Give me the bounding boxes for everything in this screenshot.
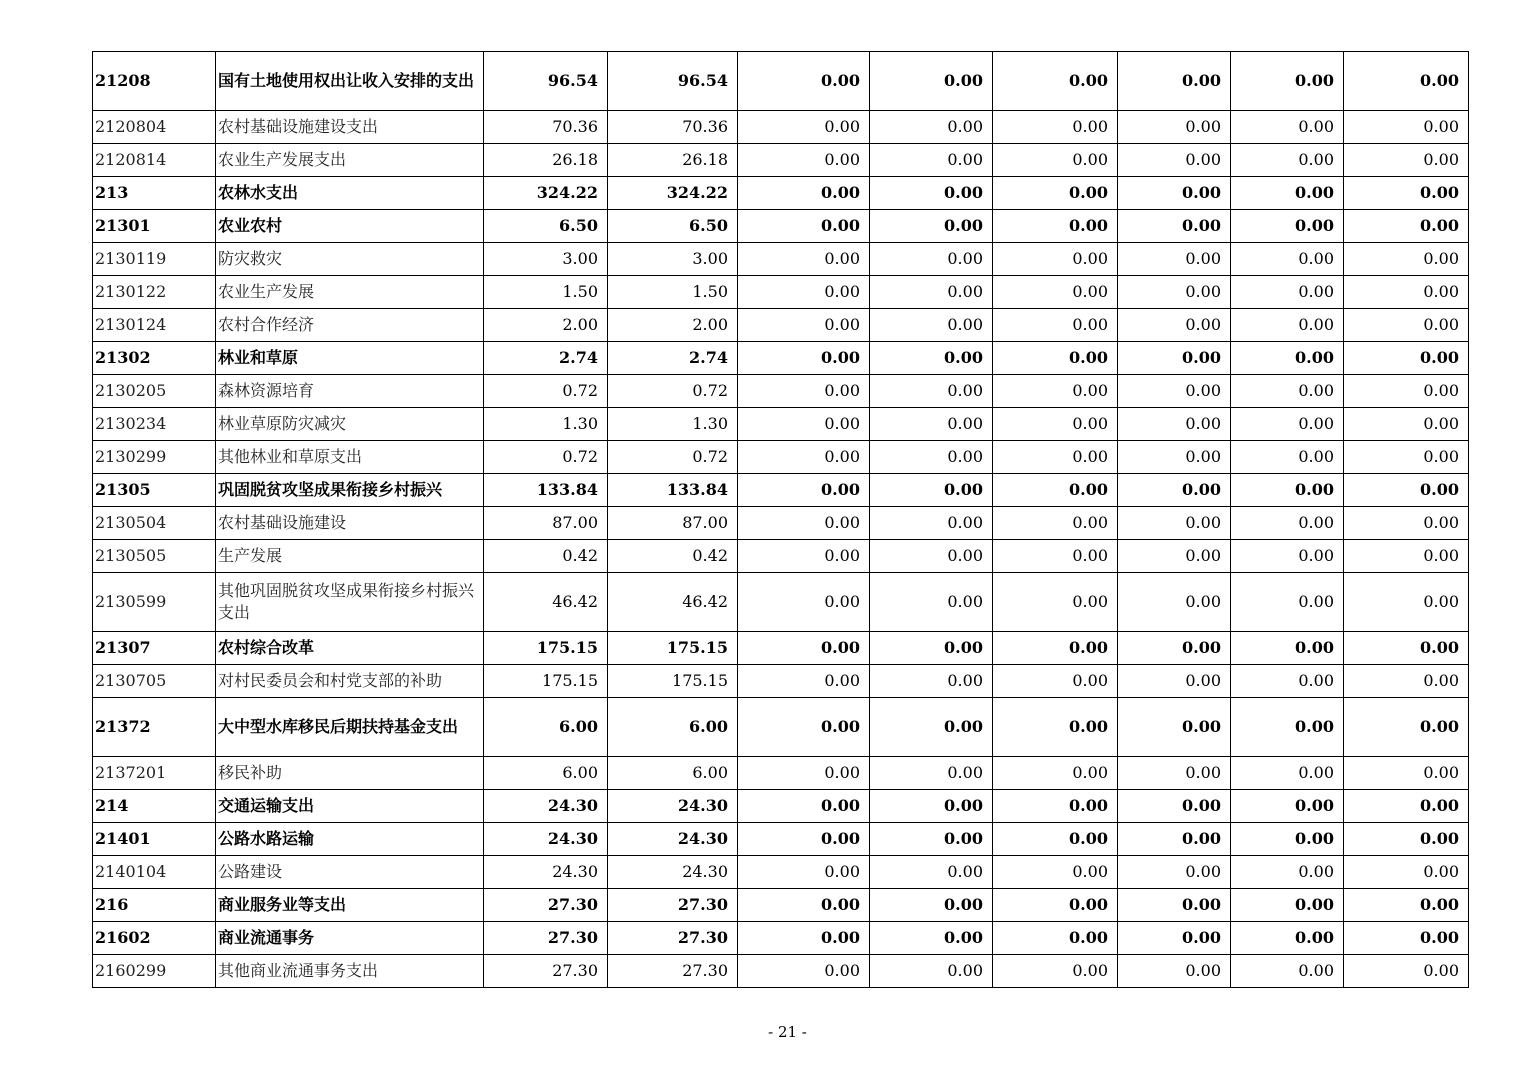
amount-cell: 0.00 xyxy=(870,342,993,375)
amount-cell: 0.00 xyxy=(1344,309,1469,342)
amount-cell: 0.00 xyxy=(1118,342,1231,375)
amount-cell: 0.00 xyxy=(1344,889,1469,922)
amount-cell: 0.00 xyxy=(1344,573,1469,632)
amount-cell: 24.30 xyxy=(484,856,608,889)
table-row xyxy=(93,955,1469,988)
table-row xyxy=(93,243,1469,276)
amount-cell: 0.72 xyxy=(484,375,608,408)
amount-cell: 133.84 xyxy=(484,474,608,507)
subject-name-cell: 其他林业和草原支出 xyxy=(216,441,484,474)
table-row xyxy=(93,540,1469,573)
subject-name-cell: 其他巩固脱贫攻坚成果衔接乡村振兴支出 xyxy=(216,573,484,632)
amount-cell: 0.00 xyxy=(1231,889,1344,922)
amount-cell: 0.00 xyxy=(1118,665,1231,698)
amount-cell: 2.00 xyxy=(608,309,738,342)
table-row xyxy=(93,474,1469,507)
amount-cell: 0.00 xyxy=(870,632,993,665)
amount-cell: 0.42 xyxy=(484,540,608,573)
subject-name-cell: 农村基础设施建设 xyxy=(216,507,484,540)
amount-cell: 0.00 xyxy=(870,144,993,177)
amount-cell: 0.00 xyxy=(1231,632,1344,665)
amount-cell: 0.00 xyxy=(993,889,1118,922)
table-row xyxy=(93,632,1469,665)
amount-cell: 24.30 xyxy=(608,856,738,889)
amount-cell: 70.36 xyxy=(608,111,738,144)
subject-code-cell: 21372 xyxy=(93,698,216,757)
subject-name-cell: 其他商业流通事务支出 xyxy=(216,955,484,988)
amount-cell: 0.00 xyxy=(993,474,1118,507)
amount-cell: 0.00 xyxy=(993,665,1118,698)
amount-cell: 0.00 xyxy=(993,144,1118,177)
amount-cell: 0.00 xyxy=(1118,632,1231,665)
subject-code-cell: 21602 xyxy=(93,922,216,955)
amount-cell: 0.00 xyxy=(870,540,993,573)
amount-cell: 87.00 xyxy=(484,507,608,540)
amount-cell: 0.00 xyxy=(738,573,870,632)
amount-cell: 0.00 xyxy=(1231,507,1344,540)
amount-cell: 0.00 xyxy=(870,309,993,342)
amount-cell: 0.00 xyxy=(738,309,870,342)
subject-name-cell: 林业和草原 xyxy=(216,342,484,375)
subject-code-cell: 2137201 xyxy=(93,757,216,790)
amount-cell: 0.00 xyxy=(993,823,1118,856)
amount-cell: 0.00 xyxy=(1344,144,1469,177)
amount-cell: 0.00 xyxy=(993,52,1118,111)
amount-cell: 0.00 xyxy=(1118,474,1231,507)
amount-cell: 0.00 xyxy=(1118,210,1231,243)
amount-cell: 24.30 xyxy=(608,823,738,856)
amount-cell: 0.42 xyxy=(608,540,738,573)
amount-cell: 0.00 xyxy=(993,632,1118,665)
amount-cell: 0.00 xyxy=(1231,856,1344,889)
amount-cell: 0.00 xyxy=(738,632,870,665)
amount-cell: 0.00 xyxy=(1118,955,1231,988)
table-row xyxy=(93,698,1469,757)
amount-cell: 0.00 xyxy=(738,889,870,922)
amount-cell: 0.00 xyxy=(1231,665,1344,698)
subject-code-cell: 2130234 xyxy=(93,408,216,441)
amount-cell: 0.00 xyxy=(1344,375,1469,408)
subject-code-cell: 2130599 xyxy=(93,573,216,632)
amount-cell: 87.00 xyxy=(608,507,738,540)
amount-cell: 0.00 xyxy=(738,243,870,276)
amount-cell: 0.00 xyxy=(1231,144,1344,177)
amount-cell: 0.00 xyxy=(1344,52,1469,111)
amount-cell: 0.00 xyxy=(870,177,993,210)
amount-cell: 0.00 xyxy=(1344,856,1469,889)
subject-code-cell: 216 xyxy=(93,889,216,922)
amount-cell: 0.00 xyxy=(738,408,870,441)
amount-cell: 0.00 xyxy=(993,540,1118,573)
subject-name-cell: 农业农村 xyxy=(216,210,484,243)
amount-cell: 6.00 xyxy=(608,757,738,790)
amount-cell: 0.00 xyxy=(738,922,870,955)
subject-code-cell: 2130122 xyxy=(93,276,216,309)
amount-cell: 0.00 xyxy=(1231,955,1344,988)
amount-cell: 6.50 xyxy=(608,210,738,243)
amount-cell: 0.00 xyxy=(1118,790,1231,823)
table-body xyxy=(93,52,1469,988)
amount-cell: 0.00 xyxy=(1118,177,1231,210)
amount-cell: 0.00 xyxy=(738,856,870,889)
budget-table xyxy=(92,51,1469,988)
amount-cell: 0.00 xyxy=(993,507,1118,540)
subject-name-cell: 商业流通事务 xyxy=(216,922,484,955)
amount-cell: 0.00 xyxy=(993,698,1118,757)
amount-cell: 0.00 xyxy=(738,955,870,988)
amount-cell: 0.00 xyxy=(738,474,870,507)
amount-cell: 27.30 xyxy=(484,955,608,988)
amount-cell: 0.00 xyxy=(738,507,870,540)
subject-code-cell: 21208 xyxy=(93,52,216,111)
amount-cell: 0.00 xyxy=(738,790,870,823)
subject-code-cell: 21307 xyxy=(93,632,216,665)
table-row xyxy=(93,276,1469,309)
subject-code-cell: 2140104 xyxy=(93,856,216,889)
table-row xyxy=(93,507,1469,540)
amount-cell: 324.22 xyxy=(484,177,608,210)
amount-cell: 0.00 xyxy=(870,441,993,474)
amount-cell: 0.00 xyxy=(870,276,993,309)
amount-cell: 0.00 xyxy=(870,573,993,632)
amount-cell: 0.00 xyxy=(1118,408,1231,441)
amount-cell: 0.00 xyxy=(1344,210,1469,243)
amount-cell: 96.54 xyxy=(608,52,738,111)
amount-cell: 0.00 xyxy=(870,474,993,507)
amount-cell: 0.00 xyxy=(1118,507,1231,540)
subject-code-cell: 214 xyxy=(93,790,216,823)
subject-name-cell: 农村综合改革 xyxy=(216,632,484,665)
amount-cell: 0.00 xyxy=(993,309,1118,342)
subject-code-cell: 2120804 xyxy=(93,111,216,144)
amount-cell: 24.30 xyxy=(484,823,608,856)
amount-cell: 175.15 xyxy=(608,632,738,665)
amount-cell: 0.72 xyxy=(608,441,738,474)
amount-cell: 0.00 xyxy=(1344,507,1469,540)
amount-cell: 0.00 xyxy=(1118,823,1231,856)
amount-cell: 27.30 xyxy=(484,889,608,922)
subject-code-cell: 2130299 xyxy=(93,441,216,474)
amount-cell: 0.00 xyxy=(1118,757,1231,790)
amount-cell: 0.00 xyxy=(993,955,1118,988)
amount-cell: 0.00 xyxy=(993,243,1118,276)
subject-code-cell: 2130504 xyxy=(93,507,216,540)
subject-name-cell: 巩固脱贫攻坚成果衔接乡村振兴 xyxy=(216,474,484,507)
subject-name-cell: 农业生产发展 xyxy=(216,276,484,309)
subject-name-cell: 农村基础设施建设支出 xyxy=(216,111,484,144)
subject-code-cell: 2130124 xyxy=(93,309,216,342)
subject-code-cell: 2130705 xyxy=(93,665,216,698)
amount-cell: 1.30 xyxy=(608,408,738,441)
amount-cell: 0.00 xyxy=(993,573,1118,632)
amount-cell: 2.74 xyxy=(484,342,608,375)
subject-name-cell: 森林资源培育 xyxy=(216,375,484,408)
amount-cell: 175.15 xyxy=(484,632,608,665)
amount-cell: 96.54 xyxy=(484,52,608,111)
amount-cell: 24.30 xyxy=(608,790,738,823)
subject-name-cell: 林业草原防灾减灾 xyxy=(216,408,484,441)
subject-name-cell: 农村合作经济 xyxy=(216,309,484,342)
amount-cell: 0.00 xyxy=(1344,342,1469,375)
amount-cell: 6.00 xyxy=(484,698,608,757)
amount-cell: 0.00 xyxy=(1231,309,1344,342)
amount-cell: 0.00 xyxy=(1344,823,1469,856)
table-row xyxy=(93,210,1469,243)
amount-cell: 0.00 xyxy=(993,922,1118,955)
table-row xyxy=(93,408,1469,441)
subject-name-cell: 移民补助 xyxy=(216,757,484,790)
amount-cell: 1.50 xyxy=(608,276,738,309)
table-row xyxy=(93,573,1469,632)
subject-name-cell: 生产发展 xyxy=(216,540,484,573)
subject-name-cell: 国有土地使用权出让收入安排的支出 xyxy=(216,52,484,111)
amount-cell: 0.72 xyxy=(484,441,608,474)
amount-cell: 0.00 xyxy=(1344,790,1469,823)
amount-cell: 0.00 xyxy=(993,441,1118,474)
subject-name-cell: 农林水支出 xyxy=(216,177,484,210)
table-row xyxy=(93,757,1469,790)
subject-name-cell: 防灾救灾 xyxy=(216,243,484,276)
subject-code-cell: 2130505 xyxy=(93,540,216,573)
subject-code-cell: 213 xyxy=(93,177,216,210)
amount-cell: 0.00 xyxy=(1231,823,1344,856)
amount-cell: 0.00 xyxy=(1231,573,1344,632)
amount-cell: 0.00 xyxy=(738,144,870,177)
subject-name-cell: 交通运输支出 xyxy=(216,790,484,823)
amount-cell: 0.00 xyxy=(738,210,870,243)
subject-code-cell: 2160299 xyxy=(93,955,216,988)
amount-cell: 1.30 xyxy=(484,408,608,441)
amount-cell: 0.00 xyxy=(870,665,993,698)
subject-code-cell: 2120814 xyxy=(93,144,216,177)
amount-cell: 0.00 xyxy=(993,408,1118,441)
subject-name-cell: 大中型水库移民后期扶持基金支出 xyxy=(216,698,484,757)
table-row xyxy=(93,309,1469,342)
amount-cell: 0.00 xyxy=(1118,276,1231,309)
amount-cell: 0.00 xyxy=(1231,474,1344,507)
amount-cell: 0.00 xyxy=(870,889,993,922)
amount-cell: 0.00 xyxy=(1344,408,1469,441)
amount-cell: 0.00 xyxy=(738,177,870,210)
amount-cell: 0.00 xyxy=(1231,276,1344,309)
table-row xyxy=(93,144,1469,177)
amount-cell: 6.00 xyxy=(484,757,608,790)
subject-code-cell: 2130205 xyxy=(93,375,216,408)
amount-cell: 0.00 xyxy=(993,177,1118,210)
amount-cell: 0.00 xyxy=(738,52,870,111)
subject-code-cell: 21305 xyxy=(93,474,216,507)
subject-name-cell: 对村民委员会和村党支部的补助 xyxy=(216,665,484,698)
amount-cell: 0.00 xyxy=(1344,276,1469,309)
amount-cell: 0.00 xyxy=(738,540,870,573)
amount-cell: 2.00 xyxy=(484,309,608,342)
amount-cell: 0.00 xyxy=(738,375,870,408)
amount-cell: 0.00 xyxy=(738,276,870,309)
table-row xyxy=(93,856,1469,889)
amount-cell: 0.00 xyxy=(1344,243,1469,276)
amount-cell: 0.00 xyxy=(1118,375,1231,408)
amount-cell: 0.00 xyxy=(1118,309,1231,342)
amount-cell: 0.00 xyxy=(1231,177,1344,210)
amount-cell: 0.00 xyxy=(1118,52,1231,111)
amount-cell: 175.15 xyxy=(608,665,738,698)
subject-name-cell: 公路建设 xyxy=(216,856,484,889)
amount-cell: 0.00 xyxy=(870,375,993,408)
amount-cell: 0.00 xyxy=(1231,540,1344,573)
amount-cell: 0.00 xyxy=(738,823,870,856)
table-row xyxy=(93,889,1469,922)
table-row xyxy=(93,342,1469,375)
amount-cell: 24.30 xyxy=(484,790,608,823)
amount-cell: 0.00 xyxy=(1344,665,1469,698)
page-number: - 21 - xyxy=(768,1023,807,1041)
table-row xyxy=(93,665,1469,698)
amount-cell: 0.00 xyxy=(1118,243,1231,276)
table-row xyxy=(93,111,1469,144)
amount-cell: 0.00 xyxy=(1118,698,1231,757)
amount-cell: 0.00 xyxy=(1344,922,1469,955)
amount-cell: 1.50 xyxy=(484,276,608,309)
amount-cell: 0.00 xyxy=(1344,955,1469,988)
amount-cell: 0.00 xyxy=(993,342,1118,375)
subject-name-cell: 农业生产发展支出 xyxy=(216,144,484,177)
amount-cell: 0.00 xyxy=(1231,408,1344,441)
amount-cell: 0.00 xyxy=(1344,111,1469,144)
amount-cell: 0.00 xyxy=(1231,790,1344,823)
amount-cell: 0.00 xyxy=(1118,441,1231,474)
table-row xyxy=(93,441,1469,474)
amount-cell: 0.00 xyxy=(870,210,993,243)
amount-cell: 0.00 xyxy=(870,823,993,856)
amount-cell: 46.42 xyxy=(608,573,738,632)
amount-cell: 0.00 xyxy=(870,856,993,889)
amount-cell: 0.00 xyxy=(1118,889,1231,922)
amount-cell: 0.00 xyxy=(1118,856,1231,889)
amount-cell: 6.00 xyxy=(608,698,738,757)
amount-cell: 0.00 xyxy=(1118,573,1231,632)
table-row xyxy=(93,922,1469,955)
amount-cell: 3.00 xyxy=(608,243,738,276)
amount-cell: 0.00 xyxy=(993,790,1118,823)
amount-cell: 0.00 xyxy=(738,757,870,790)
amount-cell: 0.00 xyxy=(993,276,1118,309)
amount-cell: 324.22 xyxy=(608,177,738,210)
amount-cell: 26.18 xyxy=(608,144,738,177)
amount-cell: 0.00 xyxy=(993,856,1118,889)
amount-cell: 0.00 xyxy=(870,955,993,988)
amount-cell: 0.00 xyxy=(1344,698,1469,757)
amount-cell: 6.50 xyxy=(484,210,608,243)
amount-cell: 0.00 xyxy=(1344,632,1469,665)
amount-cell: 0.00 xyxy=(870,111,993,144)
amount-cell: 46.42 xyxy=(484,573,608,632)
amount-cell: 175.15 xyxy=(484,665,608,698)
amount-cell: 0.00 xyxy=(1231,243,1344,276)
amount-cell: 0.00 xyxy=(1344,474,1469,507)
amount-cell: 70.36 xyxy=(484,111,608,144)
amount-cell: 0.00 xyxy=(1118,922,1231,955)
amount-cell: 0.00 xyxy=(738,698,870,757)
amount-cell: 0.00 xyxy=(1118,540,1231,573)
subject-code-cell: 21302 xyxy=(93,342,216,375)
amount-cell: 0.00 xyxy=(1231,342,1344,375)
amount-cell: 0.00 xyxy=(993,375,1118,408)
amount-cell: 0.00 xyxy=(1231,922,1344,955)
table-row xyxy=(93,177,1469,210)
amount-cell: 0.00 xyxy=(1118,111,1231,144)
table-row xyxy=(93,52,1469,111)
amount-cell: 0.00 xyxy=(870,757,993,790)
amount-cell: 0.00 xyxy=(738,441,870,474)
subject-code-cell: 2130119 xyxy=(93,243,216,276)
amount-cell: 133.84 xyxy=(608,474,738,507)
amount-cell: 0.00 xyxy=(1344,441,1469,474)
amount-cell: 0.00 xyxy=(1231,441,1344,474)
amount-cell: 2.74 xyxy=(608,342,738,375)
subject-code-cell: 21401 xyxy=(93,823,216,856)
amount-cell: 27.30 xyxy=(608,889,738,922)
amount-cell: 0.00 xyxy=(1344,177,1469,210)
table-row xyxy=(93,375,1469,408)
amount-cell: 0.00 xyxy=(1231,52,1344,111)
amount-cell: 0.00 xyxy=(870,507,993,540)
amount-cell: 0.00 xyxy=(1231,375,1344,408)
amount-cell: 0.00 xyxy=(870,243,993,276)
amount-cell: 0.00 xyxy=(870,698,993,757)
amount-cell: 0.00 xyxy=(870,52,993,111)
amount-cell: 0.00 xyxy=(738,665,870,698)
subject-name-cell: 商业服务业等支出 xyxy=(216,889,484,922)
subject-code-cell: 21301 xyxy=(93,210,216,243)
amount-cell: 0.00 xyxy=(993,111,1118,144)
amount-cell: 27.30 xyxy=(608,955,738,988)
amount-cell: 0.00 xyxy=(870,922,993,955)
amount-cell: 0.00 xyxy=(1231,210,1344,243)
amount-cell: 0.00 xyxy=(1231,111,1344,144)
amount-cell: 0.00 xyxy=(1231,698,1344,757)
amount-cell: 27.30 xyxy=(484,922,608,955)
table-row xyxy=(93,790,1469,823)
amount-cell: 3.00 xyxy=(484,243,608,276)
amount-cell: 0.00 xyxy=(738,111,870,144)
amount-cell: 0.00 xyxy=(993,210,1118,243)
amount-cell: 26.18 xyxy=(484,144,608,177)
amount-cell: 0.00 xyxy=(993,757,1118,790)
amount-cell: 0.00 xyxy=(738,342,870,375)
table-row xyxy=(93,823,1469,856)
amount-cell: 0.00 xyxy=(870,790,993,823)
amount-cell: 0.00 xyxy=(870,408,993,441)
amount-cell: 0.00 xyxy=(1344,757,1469,790)
amount-cell: 27.30 xyxy=(608,922,738,955)
amount-cell: 0.00 xyxy=(1118,144,1231,177)
amount-cell: 0.00 xyxy=(1231,757,1344,790)
amount-cell: 0.00 xyxy=(1344,540,1469,573)
amount-cell: 0.72 xyxy=(608,375,738,408)
subject-name-cell: 公路水路运输 xyxy=(216,823,484,856)
